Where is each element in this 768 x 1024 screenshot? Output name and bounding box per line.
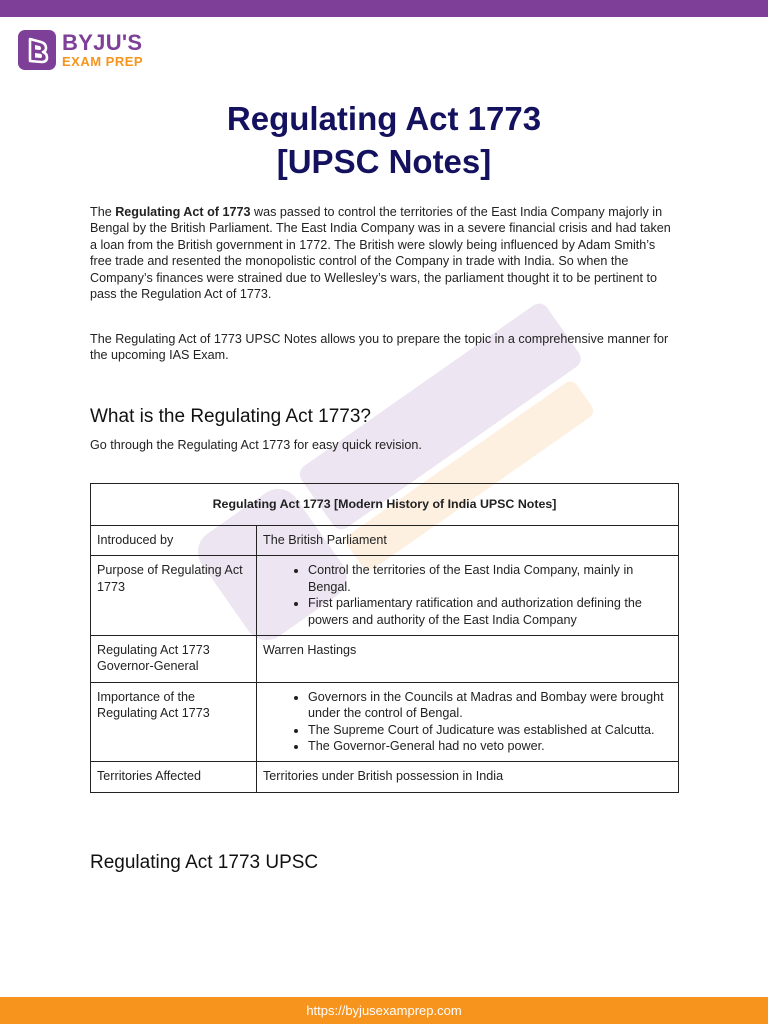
section-intro: Go through the Regulating Act 1773 for easy quick revision.: [90, 438, 422, 452]
table-row: [91, 762, 679, 792]
row-label: Purpose of Regulating Act 1773: [91, 556, 257, 636]
row-value: The British Parliament: [257, 526, 679, 556]
para1-pre: The: [90, 205, 116, 219]
table-row: [91, 636, 679, 683]
list-item: • Governors in the Councils at Madras and Bombay were brought under the control of Bengal.: [308, 689, 672, 722]
table-header-row: [91, 484, 679, 526]
page-title: [0, 97, 768, 183]
byjus-b-icon: [18, 30, 56, 70]
bullet-list: [263, 562, 672, 628]
list-item: • Control the territories of the East India Company, mainly in Bengal.: [308, 562, 672, 595]
table-row: [91, 526, 679, 556]
row-value: Territories under British possession in India: [257, 762, 679, 792]
intro-paragraph: [90, 204, 680, 302]
title-line-2: [UPSC Notes]: [276, 143, 492, 180]
section-heading-what-is: What is the Regulating Act 1773?: [90, 406, 371, 427]
para1-post: was passed to control the territories of the East India Company majorly in Bengal by the British Parliament. The East India Company was in a severe financial crisis and had taken a loan from the British government in 1772. The British were slowly being influenced by Adam Smith’s free trade and resented the monopolistic control of the Company in trade with India. So when the Company’s finances were strained due to Wellesley’s wars, the parliament thought it to be pertinent to pass the Regulation Act of 1773.: [90, 205, 671, 302]
row-label: Territories Affected: [91, 762, 257, 792]
summary-table: [90, 483, 679, 793]
table-row: [91, 682, 679, 762]
footer-link[interactable]: https://byjusexamprep.com: [306, 1003, 462, 1018]
row-label: Introduced by: [91, 526, 257, 556]
row-value: [257, 682, 679, 762]
row-value: Warren Hastings: [257, 636, 679, 683]
logo-sub-name: EXAM PREP: [62, 54, 144, 69]
list-item: • First parliamentary ratification and authorization defining the powers and authority of the East India Company: [308, 595, 672, 628]
row-label: Regulating Act 1773 Governor-General: [91, 636, 257, 683]
title-line-1: Regulating Act 1773: [226, 100, 542, 137]
row-label: Importance of the Regulating Act 1773: [91, 682, 257, 762]
top-accent-bar: [0, 0, 768, 17]
section-heading-upsc: Regulating Act 1773 UPSC: [90, 852, 319, 873]
para1-bold-term: Regulating Act of 1773: [115, 205, 251, 219]
list-item: • The Governor-General had no veto power.: [308, 738, 672, 754]
table-row: [91, 556, 679, 636]
footer-bar: [0, 997, 768, 1024]
bullet-list: [263, 689, 672, 755]
table-header: Regulating Act 1773 [Modern History of India UPSC Notes]: [91, 484, 679, 526]
list-item: • The Supreme Court of Judicature was established at Calcutta.: [308, 722, 672, 738]
byjus-logo[interactable]: [18, 30, 143, 70]
notes-paragraph: The Regulating Act of 1773 UPSC Notes allows you to prepare the topic in a comprehensive manner for the upcoming IAS Exam.: [90, 332, 669, 363]
logo-brand-name: BYJU'S: [62, 30, 143, 55]
row-value: [257, 556, 679, 636]
